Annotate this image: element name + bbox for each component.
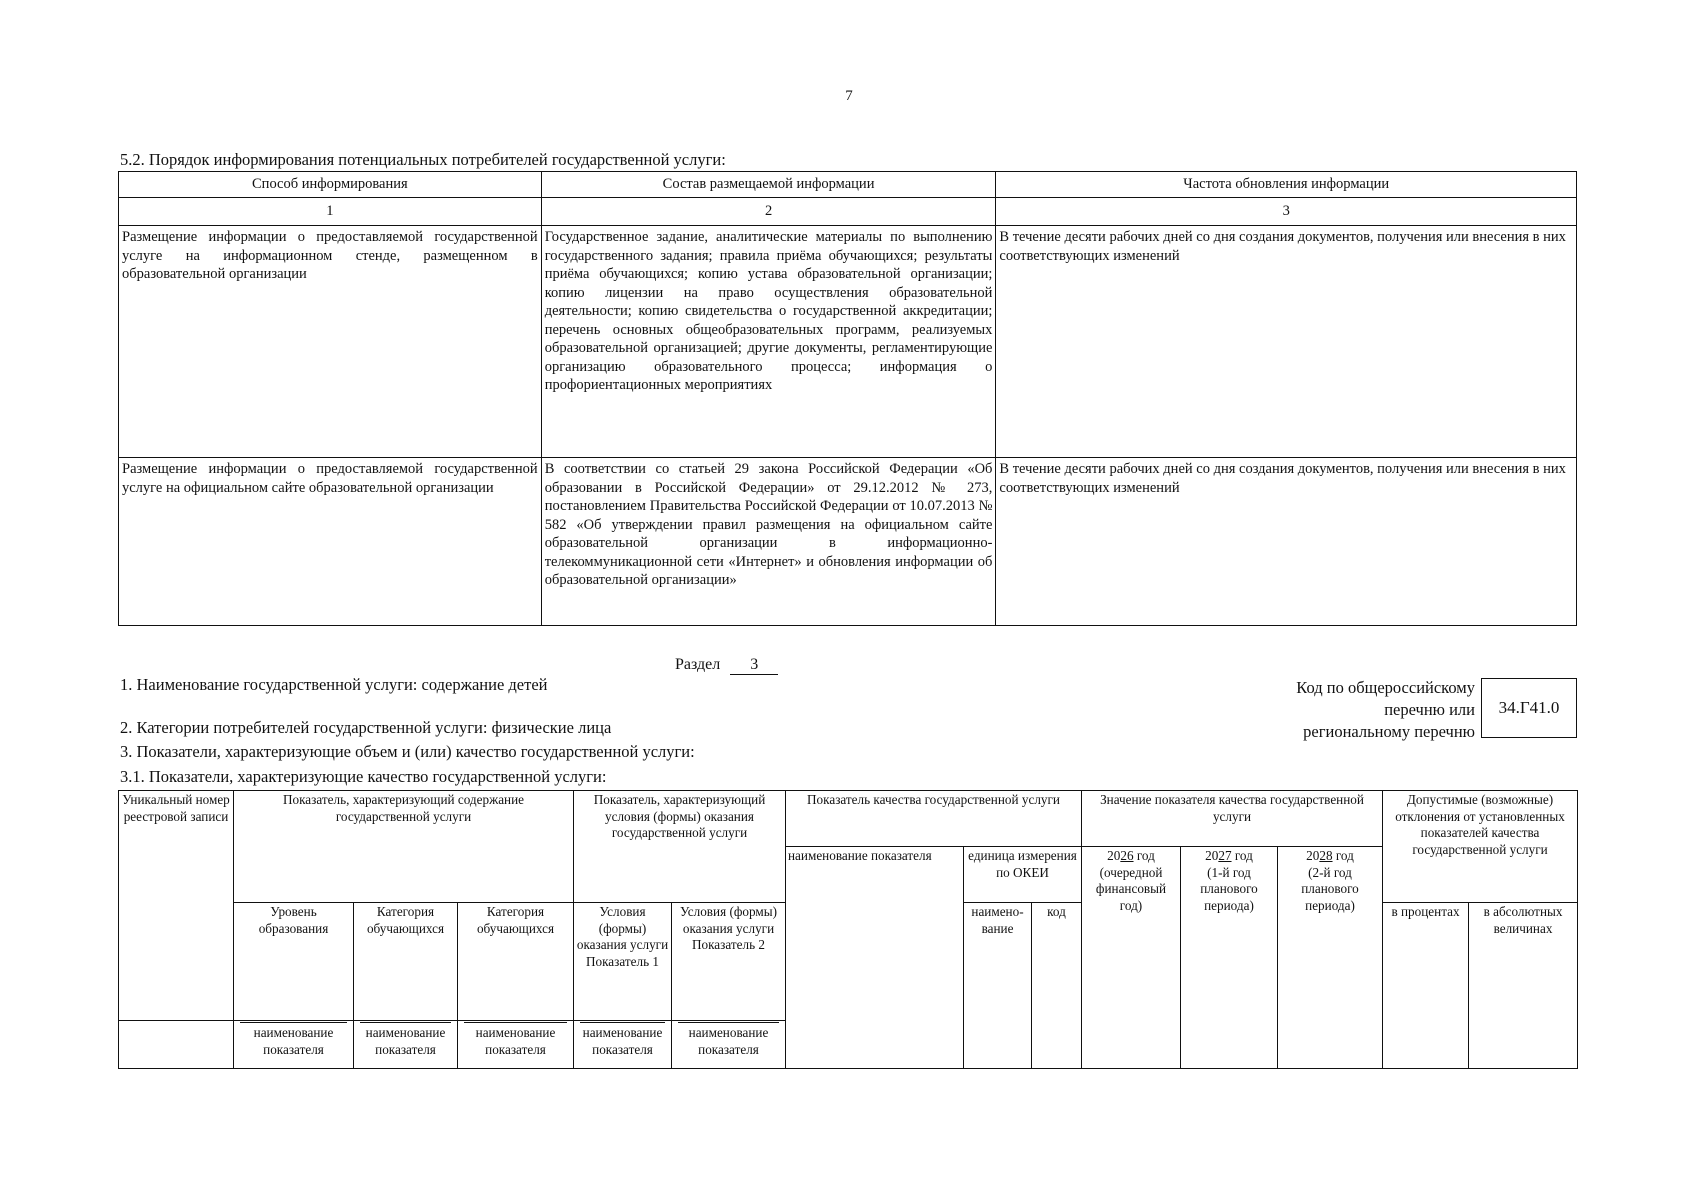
col-number: 2 <box>541 198 996 226</box>
indicator-name-label-cell <box>574 1021 672 1069</box>
year-prefix: 20 <box>1306 848 1320 863</box>
okei-unit-header: единица измерения по ОКЕИ <box>964 847 1082 903</box>
unique-record-number-cell <box>119 1021 234 1069</box>
quality-indicators-line: 3.1. Показатели, характеризующие качество государственной услуги: <box>120 767 607 786</box>
year-word: год <box>1335 848 1354 863</box>
section-label: Раздел <box>675 656 721 673</box>
year-3-header <box>1278 847 1383 1069</box>
code-label-line: региональному перечню <box>1303 722 1475 741</box>
conditions-indicator-header: Показатель, характеризующий условия (формы) оказания государственной услуги <box>574 791 786 903</box>
quality-indicator-header: Показатель качества государственной услуги <box>786 791 1082 847</box>
indicator-name-label-cell <box>234 1021 354 1069</box>
indicator-name-label-cell <box>354 1021 458 1069</box>
quality-indicators-table <box>118 790 1578 1069</box>
indicator-name-label-cell <box>672 1021 786 1069</box>
row2-frequency: В течение десяти рабочих дней со дня создания документов, получения или внесения в них соответствующих изменений <box>996 458 1577 626</box>
service-code-box: 34.Г41.0 <box>1481 678 1577 738</box>
col-header-frequency: Частота обновления информации <box>996 172 1577 198</box>
year-description: (1-й год планового периода) <box>1200 864 1258 913</box>
sub-col-student-category: Категория обучающихся <box>354 903 458 1021</box>
indicator-name-label: наименование показателя <box>464 1022 567 1058</box>
informing-table <box>118 171 1577 626</box>
indicator-name-label: наименование показателя <box>240 1022 347 1058</box>
content-indicator-header: Показатель, характеризующий содержание государственной услуги <box>234 791 574 903</box>
code-label-line: перечню или <box>1384 700 1475 719</box>
deviation-percent-header: в процентах <box>1383 903 1469 1069</box>
year-value: 28 <box>1319 848 1333 863</box>
indicator-name-label: наименование показателя <box>360 1022 451 1058</box>
col-number: 1 <box>119 198 542 226</box>
year-description: (2-й год планового периода) <box>1301 864 1359 913</box>
row2-content: В соответствии со статьей 29 закона Российской Федерации «Об образовании в Российской Федерации» от 29.12.2012 № 273, постановлением Правительства Российской Федерации от 10.07.2013 № 582 «Об утверждении правил размещения на официальном сайте образовательной организации в информационно-телекоммуникационной сети «Интернет» и обновления информации об образовательной организации» <box>541 458 996 626</box>
indicators-line: 3. Показатели, характеризующие объем и (или) качество государственной услуги: <box>120 742 695 761</box>
year-prefix: 20 <box>1107 848 1121 863</box>
year-value: 27 <box>1218 848 1232 863</box>
indicator-name-label: наименование показателя <box>580 1022 665 1058</box>
col-header-method: Способ информирования <box>119 172 542 198</box>
sub-col-conditions-2: Условия (формы) оказания услуги Показатель 2 <box>672 903 786 1021</box>
indicator-name-label-cell <box>458 1021 574 1069</box>
sub-col-student-category: Категория обучающихся <box>458 903 574 1021</box>
indicator-name-label: наименование показателя <box>678 1022 779 1058</box>
section-number: 3 <box>730 656 778 675</box>
year-prefix: 20 <box>1205 848 1219 863</box>
row1-method: Размещение информации о предоставляемой государственной услуге на информационном стенде, размещенном в образовательной организации <box>119 226 542 458</box>
unit-code-header: код <box>1032 903 1082 1069</box>
deviation-absolute-header: в абсолютных величинах <box>1469 903 1578 1069</box>
year-word: год <box>1136 848 1155 863</box>
col-header-content: Состав размещаемой информации <box>541 172 996 198</box>
service-name-line: 1. Наименование государственной услуги: содержание детей <box>120 675 548 694</box>
deviation-header: Допустимые (возможные) отклонения от установленных показателей качества государственной услуги <box>1383 791 1578 903</box>
unit-name-header: наимено-вание <box>964 903 1032 1069</box>
consumer-category-line: 2. Категории потребителей государственной услуги: физические лица <box>120 718 612 737</box>
year-description: (очередной финансовый год) <box>1095 864 1167 913</box>
sub-col-conditions-1: Условия (формы) оказания услуги Показатель 1 <box>574 903 672 1021</box>
section-5-2-heading: 5.2. Порядок информирования потенциальных потребителей государственной услуги: <box>120 150 726 169</box>
indicator-name-header: наименование показателя <box>786 847 964 1069</box>
unique-record-number-header: Уникальный номер реестровой записи <box>119 791 234 1021</box>
row1-frequency: В течение десяти рабочих дней со дня создания документов, получения или внесения в них соответствующих изменений <box>996 226 1577 458</box>
row2-method: Размещение информации о предоставляемой государственной услуге на официальном сайте образовательной организации <box>119 458 542 626</box>
year-1-header <box>1082 847 1181 1069</box>
section-title <box>675 656 778 675</box>
page-number: 7 <box>845 88 853 104</box>
code-label <box>1245 677 1475 743</box>
sub-col-education-level: Уровень образования <box>234 903 354 1021</box>
quality-value-header: Значение показателя качества государственной услуги <box>1082 791 1383 847</box>
col-number: 3 <box>996 198 1577 226</box>
code-label-line: Код по общероссийскому <box>1296 678 1475 697</box>
year-2-header <box>1181 847 1278 1069</box>
year-value: 26 <box>1120 848 1134 863</box>
row1-content: Государственное задание, аналитические материалы по выполнению государственного задания; правила приёма обучающихся; результаты приёма обучающихся; копию устава образовательной организации; копию лицензии на право осуществления образовательной деятельности; копию свидетельства о государственной аккредитации; перечень основных общеобразовательных программ, реализуемых образовательной организацией; другие документы, регламентирующие организацию образовательного процесса; информация о профориентационных мероприятиях <box>541 226 996 458</box>
year-word: год <box>1234 848 1253 863</box>
